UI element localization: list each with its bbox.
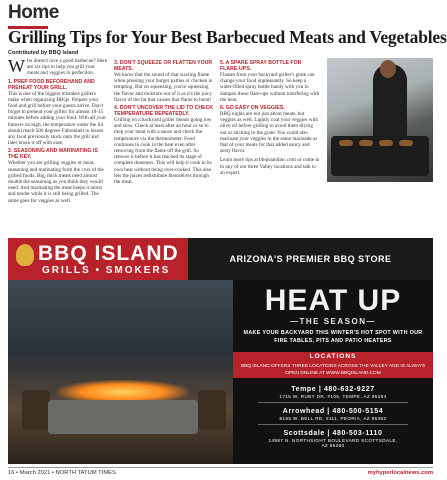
fire-pit-photo (8, 280, 233, 464)
store-tempe (233, 386, 433, 403)
store-address: 1715 W. RUBY DR, #105, TEMPE, AZ 85284 (279, 394, 387, 399)
tip-body: Grilling on a backyard griller means going low and slow. Check at least after an hour or so to mop your meat with a sauce and check the temperature via the thermometer. Food continues to cook in the heat even after removing from the flame off the grill. So remove it before it has reached its stage of complete doneness. This will help it cook in its own heat without being over-cooked. This also lets the juices redistribute themselves through the meat. (114, 117, 212, 186)
ad-tagline: ARIZONA'S PREMIER BBQ STORE (188, 238, 433, 280)
article-column-3 (220, 58, 320, 177)
article-byline: Contributed by BBQ Island (8, 50, 79, 56)
closing-paragraph: Learn more tips at bbqislandinc.com or come in to any of our three Valley locations and talk to an expert. (220, 157, 320, 176)
divider (258, 402, 408, 403)
locations-heading: LOCATIONS (233, 352, 433, 362)
store-name: Arrowhead | 480-500-5154 (282, 408, 384, 415)
tip-heading: 2. SEASONING AND MARINATING IS THE KEY. (8, 148, 98, 161)
grilled-food (339, 140, 353, 146)
patio-chair (22, 390, 50, 430)
fire-table (48, 400, 198, 434)
article-column-2 (114, 58, 214, 200)
grilling-photo (327, 58, 433, 182)
ad-logo-bar (8, 238, 188, 280)
tip-heading: 4. DON'T UNCOVER THE LID TO CHECK TEMPERATURE REPEATEDLY. (114, 105, 214, 118)
flame-icon (16, 244, 34, 266)
promo-text: MAKE YOUR BACKYARD THIS WINTER'S HOT SPOT WITH OUR FIRE TABLES, PITS AND PATIO HEATERS (243, 330, 423, 344)
tip-heading: 6. GO EASY ON VEGGIES. (220, 105, 285, 112)
store-scottsdale (233, 430, 433, 448)
tip-heading: 1. PREP FOOD BEFOREHAND AND PREHEAT YOUR GRILL. (8, 78, 95, 91)
tip-body: We know that the sound of that sizzling flame when pressing your burger patties or chicken is tempting. But on squeezing, you're squeezing the flavor and moisture out of it as it's the juicy flavor of the fat that causes that flame to burst! (114, 72, 213, 103)
footer-website-link[interactable]: myhyperlocalnews.com (367, 470, 433, 476)
tip-body: BBQ nights are not just about meats, but veggies as well. Lightly coat your veggies with olive oil before grilling to avoid them drying out or sticking to the grate. You could also marinate your veggies in the same marinade as that of your meats for that added saucy and zesty flavor. (220, 111, 318, 155)
tip-body: This is one of the biggest mistakes grillers make when organizing BBQs. Prepare your food and grill before your guests arrive. Don't forget to preheat your grillor for almost 10-15 minutes before adding your food. With all your burners on high, the temperature under the lid should reach 500 degrees Fahrenheit to lessen any food previously stuck onto the grill and later brush it off with ease. (8, 90, 106, 147)
divider (258, 424, 408, 425)
patio-chair (198, 390, 226, 430)
ad-info-panel (233, 280, 433, 464)
article-column-1 (8, 56, 108, 204)
grilled-food (379, 140, 393, 146)
store-name: Scottsdale | 480-503-1110 (283, 430, 383, 437)
intro-paragraph: Who doesn't love a good barbecue? Here are six tips to help you grill your meats and veggies to perfection. (8, 56, 108, 77)
tip-body: Flames from your backyard griller's grate can change your food unpleasantly. So keep a water-filled spray bottle handy with you to dampen those flare-ups without interfering with the heat. (220, 72, 320, 103)
season-subtitle: —THE SEASON— (289, 317, 376, 326)
page-footer (8, 467, 433, 477)
brand-subtitle: GRILLS • SMOKERS (42, 265, 171, 276)
store-arrowhead (233, 408, 433, 425)
tip-body: Whether you are grilling veggies or meat, seasoning and marinating form the crux of the grilled foods. Big, thick meats need almost double the seasoning as you think they would need. And marinating the meat keeps it moist and tender while it is still being grilled. The same goes for veggies as well. (8, 160, 104, 204)
section-title: Home (8, 2, 59, 23)
grilled-food (359, 140, 373, 146)
footer-folio: 16 • March 2021 • NORTH TATUM TIMES (8, 470, 116, 476)
tip-heading: 3. DON'T SQUEEZE OR FLATTEN YOUR MEATS. (114, 60, 213, 72)
chef-head (380, 60, 396, 78)
locations-note: BBQ ISLAND OFFERS THREE LOCATIONS ACROSS THE VALLEY AND IS ALWAYS OPEN ONLINE AT WWW.BBQISLAND.COM (233, 362, 433, 378)
brand-name: BBQ ISLAND (38, 242, 179, 265)
tip-heading: 5. A SPARE SPRAY BOTTLE FOR FLARE-UPS. (220, 60, 302, 72)
store-address: 8155 W. BELL RD, #111, PEORIA, AZ 85382 (279, 416, 387, 421)
article-headline: Grilling Tips for Your Best Barbecued Meats and Vegetables (8, 27, 447, 47)
store-address: 14987 N. NORTHSIGHT BOULEVARD SCOTTSDALE, AZ 85260 (268, 438, 398, 448)
bbq-island-advertisement[interactable] (8, 238, 433, 464)
heat-up-title: HEAT UP (264, 284, 402, 317)
dropcap: W (8, 56, 25, 76)
grilled-food (399, 140, 413, 146)
store-name: Tempe | 480-632-9227 (291, 386, 375, 393)
